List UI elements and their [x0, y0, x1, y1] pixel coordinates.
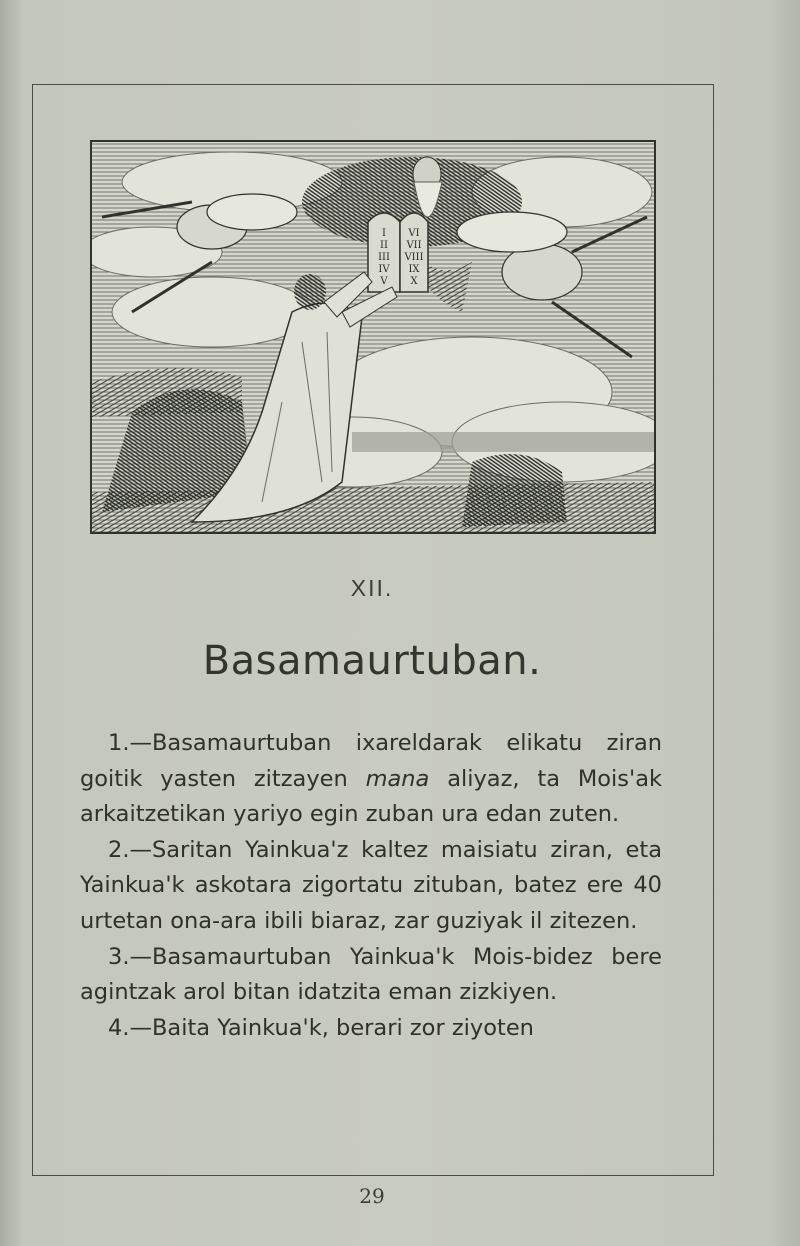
- stone-tablets: [368, 213, 428, 292]
- chapter-number: XII.: [350, 575, 394, 601]
- paragraph-text: 2.—Saritan Yainkua'z kaltez maisiatu ziran, eta Yainkua'k askotara zigortatu zituban, batez ere 40 urtetan ona-ara ibili biaraz, zar guziyak il zitezen.: [80, 836, 662, 934]
- paragraph-text: 4.—Baita Yainkua'k, berari zor ziyoten: [108, 1014, 534, 1041]
- tablet-numeral: V: [380, 276, 388, 287]
- paragraph-1: [80, 726, 662, 833]
- page-number: 29: [359, 1184, 385, 1208]
- chapter-body: [80, 726, 662, 1046]
- plain: [352, 432, 654, 452]
- paragraph-text: 3.—Basamaurtuban Yainkua'k Mois-bidez bere agintzak arol bitan idatzita eman zizkiyen.: [80, 943, 662, 1006]
- tablet-numeral: I: [382, 228, 386, 239]
- chapter-title: Basamaurtuban.: [202, 638, 542, 684]
- paragraph-4: [80, 1011, 662, 1047]
- foreground-rock: [462, 454, 567, 527]
- tablet-numeral: X: [410, 276, 418, 287]
- tablet-numeral: VII: [406, 240, 422, 251]
- emphasized-word: mana: [365, 765, 430, 792]
- tablet-numeral: VIII: [404, 252, 424, 263]
- tablet-numeral: IX: [408, 264, 420, 275]
- tablet-numeral: III: [378, 252, 390, 263]
- paragraph-2: [80, 833, 662, 940]
- engraving-illustration: [90, 140, 656, 534]
- tablet-numeral: VI: [408, 228, 420, 239]
- tablet-numeral: II: [380, 240, 388, 251]
- paragraph-text: aliyaz, ta Mois'ak arkaitzetikan yariyo egin zuban ura edan zuten.: [80, 765, 663, 828]
- paragraph-text: 1.—Basamaurtuban ixareldarak elikatu ziran goitik yasten zitzayen: [80, 730, 662, 792]
- tablet-numeral: IV: [378, 264, 390, 275]
- paragraph-3: [80, 940, 662, 1011]
